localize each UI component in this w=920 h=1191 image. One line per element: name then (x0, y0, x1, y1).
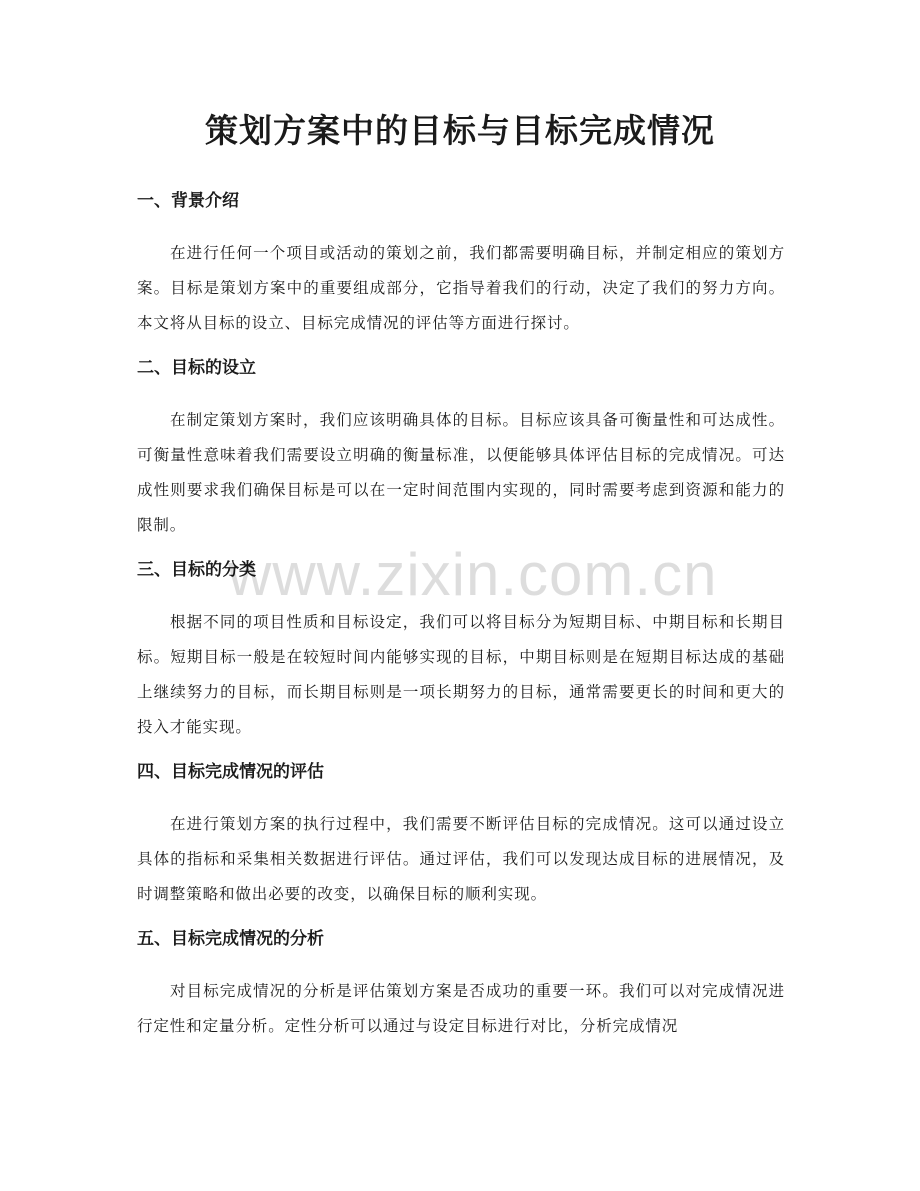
section-completion-analysis (137, 924, 785, 1044)
section-heading: 五、目标完成情况的分析 (137, 929, 324, 949)
section-paragraph: 在进行策划方案的执行过程中，我们需要不断评估目标的完成情况。这可以通过设立具体的指标和采集相关数据进行评估。通过评估，我们可以发现达成目标的进展情况，及时调整策略和做出必要的改变，以确保目标的顺利实现。 (137, 815, 785, 903)
section-heading: 四、目标完成情况的评估 (137, 762, 324, 782)
watermark: www.zixin.com.cn (228, 541, 718, 608)
section-heading: 三、目标的分类 (137, 560, 256, 580)
document-title: 策划方案中的目标与目标完成情况 (205, 111, 715, 150)
section-goal-setting (137, 353, 785, 543)
section-heading: 一、背景介绍 (137, 191, 239, 211)
section-paragraph: 在制定策划方案时，我们应该明确具体的目标。目标应该具备可衡量性和可达成性。可衡量性意味着我们需要设立明确的衡量标准，以便能够具体评估目标的完成情况。可达成性则要求我们确保目标是可以在一定时间范围内实现的，同时需要考虑到资源和能力的限制。 (137, 411, 785, 534)
section-paragraph: 在进行任何一个项目或活动的策划之前，我们都需要明确目标，并制定相应的策划方案。目标是策划方案中的重要组成部分，它指导着我们的行动，决定了我们的努力方向。本文将从目标的设立、目标完成情况的评估等方面进行探讨。 (137, 244, 785, 332)
section-paragraph: 对目标完成情况的分析是评估策划方案是否成功的重要一环。我们可以对完成情况进行定性和定量分析。定性分析可以通过与设定目标进行对比，分析完成情况 (137, 982, 785, 1035)
section-background (137, 186, 785, 341)
section-goal-classification (137, 555, 785, 745)
section-heading: 二、目标的设立 (137, 358, 256, 378)
section-paragraph: 根据不同的项目性质和目标设定，我们可以将目标分为短期目标、中期目标和长期目标。短期目标一般是在较短时间内能够实现的目标，中期目标则是在短期目标达成的基础上继续努力的目标，而长期目标则是一项长期努力的目标，通常需要更长的时间和更大的投入才能实现。 (137, 613, 785, 736)
section-completion-evaluation (137, 757, 785, 912)
document-content (137, 186, 785, 1044)
